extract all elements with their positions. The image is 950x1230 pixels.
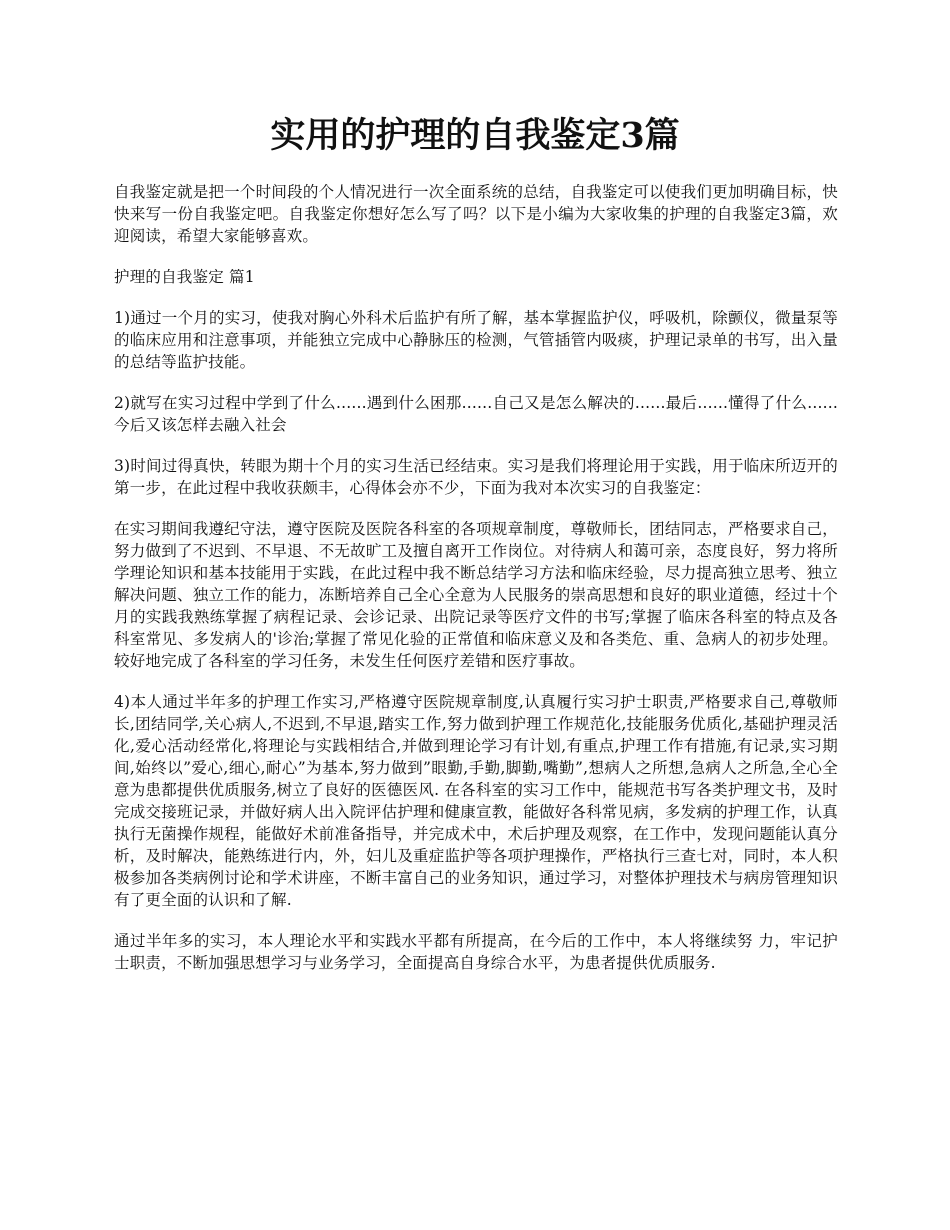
paragraph: 3)时间过得真快，转眼为期十个月的实习生活已经结束。实习是我们将理论用于实践，用于临床所迈开的第一步，在此过程中我收获颇丰，心得体会亦不少，下面为我对本次实习的自我鉴定：	[114, 457, 838, 497]
paragraph: 4)本人通过半年多的护理工作实习,严格遵守医院规章制度,认真履行实习护士职责,严格要求自己,尊敬师长,团结同学,关心病人,不迟到,不早退,踏实工作,努力做到护理工作规范化,技能服务优质化,基础护理灵活化,爱心活动经常化,将理论与实践相结合,并做到理论学习有计划,有重点,护理工作有措施,有记录,实习期间,始终以”爱心,细心,耐心”为基本,努力做到”眼勤,手勤,脚勤,嘴勤”,想病人之所想,急病人之所急,全心全意为患都提供优质服务,树立了良好的医德医风. 在各科室的实习工作中，能规范书写各类护理文书，及时完成交接班记录，并做好病人出入院评估护理和健康宣教，能做好各科常见病，多发病的护理工作，认真执行无菌操作规程，能做好术前准备指导，并完成术中，术后护理及观察，在工作中，发现问题能认真分析，及时解决，能熟练进行内，外，妇儿及重症监护等各项护理操作，严格执行三查七对，同时，本人积极参加各类病例讨论和学术讲座，不断丰富自己的业务知识，通过学习，对整体护理技术与病房管理知识有了更全面的认识和了解.	[114, 693, 838, 909]
closing-paragraph: 通过半年多的实习，本人理论水平和实践水平都有所提高，在今后的工作中，本人将继续努 力，牢记护士职责，不断加强思想学习与业务学习，全面提高自身综合水平，为患者提供优质服务.	[114, 932, 838, 972]
paragraph: 1)通过一个月的实习，使我对胸心外科术后监护有所了解，基本掌握监护仪，呼吸机，除颤仪，微量泵等的临床应用和注意事项，并能独立完成中心静脉压的检测，气管插管内吸痰，护理记录单的书写，出入量的总结等监护技能。	[114, 309, 838, 371]
paragraph: 在实习期间我遵纪守法，遵守医院及医院各科室的各项规章制度，尊敬师长，团结同志，严格要求自己，努力做到了不迟到、不早退、不无故旷工及擅自离开工作岗位。对待病人和蔼可亲，态度良好，努力将所学理论知识和基本技能用于实践，在此过程中我不断总结学习方法和临床经验，尽力提高独立思考、独立解决问题、独立工作的能力，冻断培养自己全心全意为人民服务的崇高思想和良好的职业道德，经过十个月的实践我熟练掌握了病程记录、会诊记录、出院记录等医疗文件的书写;掌握了临床各科室的特点及各科室常见、多发病人的'诊治;掌握了常见化验的正常值和临床意义及和各类危、重、急病人的初步处理。较好地完成了各科室的学习任务，未发生任何医疗差错和医疗事故。	[114, 520, 838, 670]
paragraph: 2)就写在实习过程中学到了什么......遇到什么困那......自己又是怎么解决的......最后......懂得了什么......今后又该怎样去融入社会	[114, 394, 838, 434]
document-body	[114, 181, 838, 993]
intro-paragraph: 自我鉴定就是把一个时间段的个人情况进行一次全面系统的总结，自我鉴定可以使我们更加明确目标，快快来写一份自我鉴定吧。自我鉴定你想好怎么写了吗？以下是小编为大家收集的护理的自我鉴定3篇，欢迎阅读，希望大家能够喜欢。	[114, 183, 838, 245]
section-heading: 护理的自我鉴定 篇1	[114, 268, 255, 286]
document-title: 实用的护理的自我鉴定3篇	[270, 115, 680, 156]
